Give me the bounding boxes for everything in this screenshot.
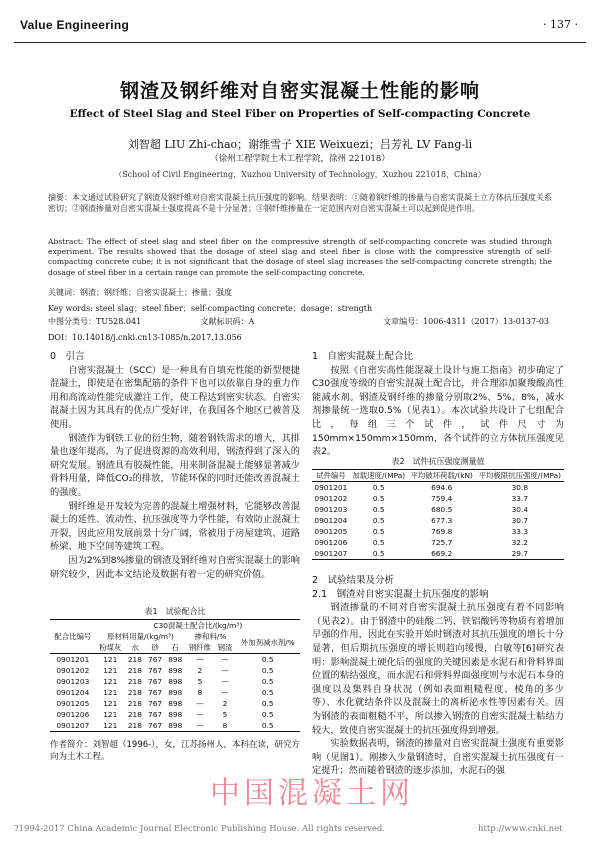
section-heading-intro: 0 引言 bbox=[50, 351, 85, 362]
site-url: http://www.cnki.net bbox=[478, 824, 563, 834]
table1-col: 钢渣 bbox=[217, 643, 233, 652]
right-column-top bbox=[312, 350, 564, 459]
table-cell: 0.5 bbox=[372, 494, 385, 503]
right-column-bottom bbox=[312, 574, 564, 778]
table-cell: 767 bbox=[148, 666, 163, 675]
table-cell: 218 bbox=[127, 677, 142, 686]
table-cell: 0.5 bbox=[372, 483, 385, 492]
table-cell: 218 bbox=[127, 710, 142, 719]
table-cell: 0901201 bbox=[56, 655, 90, 664]
table-cell: 0901203 bbox=[314, 505, 348, 514]
doi: DOI：10.14018/j.cnki.cn13-1085/n.2017.13.056 bbox=[48, 333, 242, 342]
table1-group: C30混凝土配合比/(kg/m³) bbox=[153, 621, 243, 630]
header-rule bbox=[14, 42, 586, 43]
table-cell: 121 bbox=[103, 699, 118, 708]
table-cell: 0901206 bbox=[56, 710, 90, 719]
section-heading-mix: 1 自密实混凝土配合比 bbox=[312, 351, 414, 362]
abstract-english: Abstract: The effect of steel slag and steel fiber on the compressive strength of self-compacting concrete was studied through experiment. The results showed that the dosage of steel slag and steel fiber is close with the compressive strength of self-compacting concrete cube; it is not significant that the dosage of steel slag increases the self-compacting concrete strength; the dosage of steel fiber in a certain range can promote the self-compacting concrete. bbox=[48, 237, 552, 277]
table-cell: 680.5 bbox=[431, 505, 453, 514]
page-number: · 137 · bbox=[543, 18, 578, 31]
copyright-line: ?1994-2017 China Academic Journal Electronic Publishing House. All rights reserved. bbox=[14, 824, 386, 834]
table-cell: 769.8 bbox=[431, 527, 453, 536]
table-row bbox=[312, 504, 564, 515]
table-cell: 677.3 bbox=[431, 516, 453, 525]
affiliation-chinese: （徐州工程学院土木工程学院，徐州 221018） bbox=[210, 154, 390, 164]
title-chinese: 钢渣及钢纤维对自密实混凝土性能的影响 bbox=[119, 80, 480, 102]
table-cell: 30.8 bbox=[511, 483, 529, 492]
table-row bbox=[312, 515, 564, 526]
table2-col: 平均破坏荷载/(kN) bbox=[410, 471, 473, 480]
table-cell: 0901205 bbox=[314, 527, 348, 536]
table-cell: 0.5 bbox=[372, 549, 385, 558]
table-cell: 218 bbox=[127, 699, 142, 708]
table-cell: 0.5 bbox=[261, 655, 274, 664]
journal-name: Value Engineering bbox=[20, 18, 130, 32]
table-row bbox=[312, 537, 564, 548]
table-cell: 0.5 bbox=[261, 677, 274, 686]
table-cell: 33.3 bbox=[511, 527, 529, 536]
table-cell: 2 bbox=[222, 699, 228, 708]
table-cell: 898 bbox=[168, 710, 183, 719]
table1-col: 砂 bbox=[151, 643, 159, 652]
table-cell: 32.2 bbox=[511, 538, 529, 547]
table-cell: 0901204 bbox=[314, 516, 348, 525]
table-cell: 218 bbox=[127, 666, 142, 675]
keywords-english: Key words: steel slag；steel fiber；self-compacting concrete；dosage；strength bbox=[48, 304, 373, 313]
table-row bbox=[50, 676, 300, 687]
table-row bbox=[50, 687, 300, 698]
table-cell: 0901207 bbox=[56, 721, 90, 730]
table-cell: 0901206 bbox=[314, 538, 348, 547]
article-number: 文章编号：1006-4311（2017）13-0137-03 bbox=[383, 317, 549, 326]
title-english: Effect of Steel Slag and Steel Fiber on Properties of Self-compacting Concrete bbox=[69, 108, 531, 120]
intro-paragraph-1: 自密实混凝土（SCC）是一种具有自填充性能的新型便捷混凝土，即使是在密集配筋的条件下也可以依靠自身的重力作用和高流动性能完成灌注工作，使工程达到密实状态。自密实混凝土因为其具有的优点广受好评，在我国各个地区已被普及使用。 bbox=[50, 364, 300, 430]
table-cell: 8 bbox=[197, 688, 203, 697]
table1-col: 石 bbox=[171, 643, 179, 652]
table1 bbox=[50, 619, 300, 732]
table1-extra-head: 外加剂减水剂/% bbox=[235, 631, 300, 654]
table-cell: 5 bbox=[197, 677, 203, 686]
table1-body bbox=[50, 654, 300, 732]
table-row bbox=[50, 654, 300, 666]
classification-line bbox=[48, 316, 552, 327]
table-cell: 218 bbox=[127, 688, 142, 697]
table-cell: 29.7 bbox=[511, 549, 529, 558]
table-cell: 0.5 bbox=[261, 710, 274, 719]
table-row bbox=[50, 720, 300, 732]
table-cell: 121 bbox=[103, 721, 118, 730]
table-cell: 669.2 bbox=[431, 549, 453, 558]
left-column bbox=[50, 350, 300, 581]
affiliation-english: （School of Civil Engineering，Xuzhou University of Technology，Xuzhou 221018，China） bbox=[114, 170, 486, 179]
table-cell: 767 bbox=[148, 710, 163, 719]
table-cell: 694.6 bbox=[431, 483, 453, 492]
table1-col: 水 bbox=[131, 643, 139, 652]
table-cell: 898 bbox=[168, 721, 183, 730]
table-cell: 898 bbox=[168, 666, 183, 675]
table2-col: 平均极限抗压强度/(MPa) bbox=[478, 471, 562, 480]
table-cell: — bbox=[196, 655, 204, 664]
table-cell: 218 bbox=[127, 655, 142, 664]
table-cell: 898 bbox=[168, 699, 183, 708]
table-cell: 898 bbox=[168, 677, 183, 686]
intro-paragraph-2: 钢渣作为钢铁工业的衍生物，随着钢铁需求的增大，其排量也逐年提高，为了促进资源的高效利用，钢渣得到了深入的研究发展。钢渣具有胶凝性能，用来制备混凝土能够显著减少骨料用量，降低CO₂的排放，节能环保的同时还能改善混凝土的强度。 bbox=[50, 432, 300, 498]
table-row bbox=[312, 482, 564, 494]
table-cell: 767 bbox=[148, 721, 163, 730]
table-cell: — bbox=[221, 677, 229, 686]
table2-body bbox=[312, 482, 564, 560]
table-cell: 767 bbox=[148, 699, 163, 708]
table-cell: 898 bbox=[168, 655, 183, 664]
table-cell: — bbox=[221, 666, 229, 675]
subsection-heading-slag: 2.1 钢渣对自密实混凝土抗压强度的影响 bbox=[312, 588, 489, 600]
table-cell: 121 bbox=[103, 688, 118, 697]
mix-paragraph: 按照《自密实高性能混凝土设计与施工指南》初步确定了C30强度等级的自密实混凝土配合比，并合理添加聚羧酸高性能减水剂。钢渣及钢纤维的掺量分别取2%、5%、8%，减水剂掺量统一选取0.5%（见表1）。本次试验共设计了七组配合比，每组三个试件，试件尺寸为150mm×150mm×150mm，各个试件的立方体抗压强度见表2。 bbox=[312, 364, 564, 458]
table-row bbox=[50, 665, 300, 676]
table1-col: 粉煤灰 bbox=[99, 643, 122, 652]
table-cell: 0901205 bbox=[56, 699, 90, 708]
table2 bbox=[312, 469, 564, 560]
table-cell: 0.5 bbox=[372, 538, 385, 547]
results-paragraph-2: 实验数据表明，钢渣的掺量对自密实混凝土强度有重要影响（见图1）。刚掺入少量钢渣时，自密实混凝土抗压强度有一定提升；然而随着钢渣的逐步添加，水泥石的强 bbox=[312, 738, 564, 777]
table-cell: 767 bbox=[148, 688, 163, 697]
section-heading-results: 2 试验结果及分析 bbox=[312, 575, 395, 586]
table2-col: 加载速度/(MPa) bbox=[352, 471, 406, 480]
table-cell: 767 bbox=[148, 655, 163, 664]
table-cell: 121 bbox=[103, 666, 118, 675]
table-cell: 121 bbox=[103, 710, 118, 719]
table-row bbox=[50, 698, 300, 709]
table-cell: 767 bbox=[148, 677, 163, 686]
table-row bbox=[312, 493, 564, 504]
table-cell: 759.4 bbox=[431, 494, 453, 503]
table-cell: 0901202 bbox=[314, 494, 348, 503]
table1-block bbox=[50, 606, 300, 732]
table1-raw-head: 原材料用量/(kg/m³) bbox=[107, 632, 174, 641]
table-cell: 0.5 bbox=[372, 527, 385, 536]
table-cell: 0.5 bbox=[261, 721, 274, 730]
table-row bbox=[50, 709, 300, 720]
class-number: 中图分类号：TU528.041 bbox=[48, 317, 142, 326]
author-line: 刘智超 LIU Zhi-chao；谢维雪子 XIE Weixuezi；吕芳礼 LV Fang-li bbox=[127, 138, 473, 151]
author-note: 作者简介：刘智超（1996-），女，江苏扬州人，本科在读，研究方向为土木工程。 bbox=[50, 740, 300, 762]
table-cell: — bbox=[221, 688, 229, 697]
table-cell: 8 bbox=[222, 721, 228, 730]
table-cell: 121 bbox=[103, 655, 118, 664]
table-cell: — bbox=[196, 710, 204, 719]
table2-caption: 表2 试件抗压强度测量值 bbox=[391, 457, 485, 466]
table-cell: 30.7 bbox=[511, 516, 529, 525]
table2-block bbox=[312, 456, 564, 560]
table-cell: 0.5 bbox=[372, 516, 385, 525]
table1-admix-head: 掺和料/% bbox=[194, 632, 227, 641]
table-cell: 0.5 bbox=[261, 666, 274, 675]
table-cell: 0.5 bbox=[372, 505, 385, 514]
table-cell: 0.5 bbox=[261, 699, 274, 708]
table-cell: 898 bbox=[168, 688, 183, 697]
table-cell: 0901201 bbox=[314, 483, 348, 492]
intro-paragraph-3: 钢纤维是开发较为完善的混凝土增强材料，它能够改善混凝土的延性、流动性、抗压强度等力学性能，有效防止混凝土开裂，因此应用发展前景十分广阔，常被用于房屋建筑、道路桥梁、地下空间等建筑工程。 bbox=[50, 500, 300, 553]
table2-col: 试件编号 bbox=[316, 471, 346, 480]
document-code: 文献标识码：A bbox=[200, 317, 255, 326]
table-cell: — bbox=[221, 655, 229, 664]
table1-caption: 表1 试验配合比 bbox=[144, 607, 206, 616]
table-cell: — bbox=[196, 699, 204, 708]
abstract-chinese: 摘要：本文通过试验研究了钢渣及钢纤维对自密实混凝土抗压强度的影响。结果表明：①随着钢纤维的掺量与自密实混凝土立方体抗压强度关系密切；②钢渣掺量对自密实混凝土强度提高不是十分显著；③钢纤维掺量在一定范围内对自密实混凝土可以起到促进作用。 bbox=[48, 193, 552, 213]
table-cell: 121 bbox=[103, 677, 118, 686]
table-cell: — bbox=[196, 721, 204, 730]
table-cell: 30.4 bbox=[511, 505, 529, 514]
table-cell: 0901202 bbox=[56, 666, 90, 675]
table-row bbox=[312, 548, 564, 560]
table1-col: 钢纤维 bbox=[188, 643, 212, 652]
table-cell: 725.7 bbox=[431, 538, 453, 547]
keywords-chinese: 关键词：钢渣；钢纤维；自密实混凝土；掺量；强度 bbox=[48, 288, 232, 297]
results-paragraph-1: 钢渣掺量的不同对自密实混凝土抗压强度有着不同影响（见表2）。由于钢渣中的硅酸二钙、铁铝酸钙等物质有着增加早强的作用，因此在实验开始时钢渣对其抗压强度的增长十分显著，但后期抗压强度的增长则趋向缓慢，白敏等[6]研究表明：影响混凝土硬化后的强度的关键因素是水泥石和骨料界面位置的粘结强度，而水泥石和骨料界面强度则与水泥石本身的强度以及集料自身状况（例如表面粗糙程度、棱角的多少等）、水化就结条件以及混凝土的离析泌水性等因素有关。因为钢渣的表面粗糙不平，所以掺入钢渣的自密实混凝土粘结力较大，致使自密实混凝土的抗压强度得到增强。 bbox=[312, 602, 564, 736]
table-cell: 0.5 bbox=[261, 688, 274, 697]
table1-rowhead: 配合比编号 bbox=[50, 620, 96, 654]
table-cell: 2 bbox=[197, 666, 203, 675]
table-cell: 0901207 bbox=[314, 549, 348, 558]
table-cell: 218 bbox=[127, 721, 142, 730]
table-cell: 0901204 bbox=[56, 688, 90, 697]
table-cell: 0901203 bbox=[56, 677, 90, 686]
table-cell: 5 bbox=[222, 710, 228, 719]
watermark-logo-text: 中国混凝土网 bbox=[210, 776, 414, 811]
table-cell: 33.7 bbox=[511, 494, 529, 503]
table-row bbox=[312, 526, 564, 537]
intro-paragraph-4: 因为2%到8%掺量的钢渣及钢纤维对自密实混凝土的影响研究较少，因此本文结论及数据有着一定的研究价值。 bbox=[50, 554, 300, 580]
